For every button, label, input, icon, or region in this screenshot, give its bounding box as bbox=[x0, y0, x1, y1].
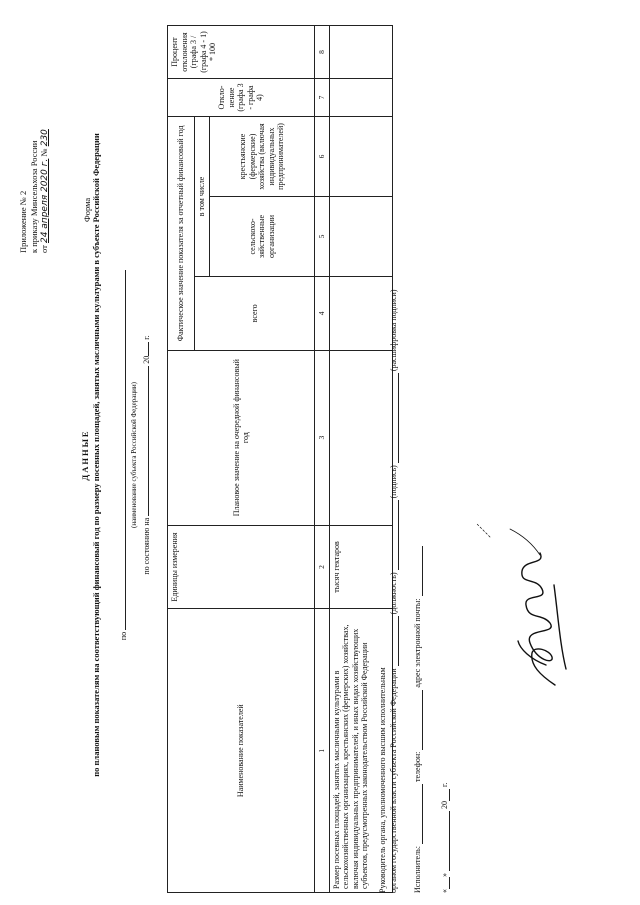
email-label: адрес электронной почты: bbox=[413, 598, 422, 688]
head-line-1: Руководитель органа, уполномоченного высшим исполнительным bbox=[378, 667, 387, 893]
appendix-header bbox=[18, 23, 51, 253]
as-of-date-field[interactable] bbox=[139, 366, 149, 516]
day-field[interactable] bbox=[440, 877, 450, 889]
signature-icon bbox=[470, 515, 600, 705]
order-line: к приказу Минсельхоза России bbox=[28, 140, 39, 253]
header-farm: крестьянские (фермерские) хозяйства (включая индивидуальных предпринимателей) bbox=[210, 117, 315, 197]
footer-year-field[interactable] bbox=[440, 789, 450, 801]
decode-field[interactable] bbox=[389, 373, 399, 463]
date-quote-close: » bbox=[440, 873, 449, 877]
header-deviation: Откло-нение (графа 3 - графа 4) bbox=[168, 79, 315, 117]
head-line-2 bbox=[389, 289, 399, 893]
data-table bbox=[167, 25, 393, 893]
caption-decode: (расшифровка подписи) bbox=[389, 289, 398, 372]
as-of-line bbox=[139, 205, 152, 705]
col-num: 4 bbox=[315, 276, 330, 350]
footer-year-prefix: 20 bbox=[440, 801, 449, 809]
date-prefix: от bbox=[39, 245, 49, 253]
row-unit: тысяч гектаров bbox=[329, 525, 392, 609]
email-field[interactable] bbox=[413, 546, 423, 596]
subject-line bbox=[116, 205, 152, 705]
col-num: 8 bbox=[315, 26, 330, 79]
title-heading: ДАННЫЕ bbox=[80, 429, 90, 481]
col-num: 6 bbox=[315, 117, 330, 197]
phone-label: телефон: bbox=[413, 751, 422, 783]
cell-agro[interactable] bbox=[329, 197, 392, 277]
title-line: по плановым показателям на соответствующий финансовый год по размеру посевных площадей, занятых масличными культурами в субъекте Российской Федерации bbox=[91, 133, 101, 777]
head-line-2-text: органом государственной власти субъекта Российской Федерации bbox=[389, 668, 398, 893]
signature-field[interactable] bbox=[389, 500, 399, 570]
handwritten-number: 230 bbox=[40, 129, 50, 147]
col-num: 3 bbox=[315, 350, 330, 525]
caption-signature: (подпись) bbox=[389, 465, 398, 499]
column-numbers-row bbox=[315, 26, 330, 893]
executor-line bbox=[413, 546, 423, 893]
number-prefix: № bbox=[39, 148, 49, 157]
footer-date-line bbox=[440, 783, 450, 893]
subject-caption: (наименование субъекта Российской Федерации) bbox=[130, 382, 138, 528]
position-field[interactable] bbox=[389, 616, 399, 666]
year-field[interactable] bbox=[139, 342, 149, 356]
document-title bbox=[80, 55, 102, 855]
month-field[interactable] bbox=[440, 811, 450, 871]
cell-deviation[interactable] bbox=[329, 79, 392, 117]
header-incl: в том числе bbox=[195, 117, 210, 277]
cell-farm[interactable] bbox=[329, 117, 392, 197]
header-percent: Процент отклонения (графа 3 / (графа 4 - 1) * 100 bbox=[168, 26, 315, 79]
executor-field[interactable] bbox=[413, 784, 423, 844]
col-num: 2 bbox=[315, 525, 330, 609]
form-label: Форма bbox=[82, 197, 92, 222]
footer-year-suffix: г. bbox=[440, 782, 449, 787]
header-agro: сельскохо-зяйственные организации bbox=[210, 197, 315, 277]
date-quote-open: « bbox=[440, 889, 449, 893]
as-of-label: по состоянию на bbox=[142, 517, 151, 575]
col-num: 7 bbox=[315, 79, 330, 117]
phone-field[interactable] bbox=[413, 690, 423, 750]
order-date-line bbox=[39, 23, 51, 253]
handwritten-date: 24 апреля 2020 г. bbox=[40, 158, 50, 244]
caption-position: (должность) bbox=[389, 572, 398, 615]
appendix-label: Приложение № 2 bbox=[18, 190, 28, 253]
header-plan: Плановое значение на очередной финансовый год bbox=[168, 350, 315, 525]
subject-name-field[interactable] bbox=[116, 270, 126, 630]
year-suffix: г. bbox=[142, 335, 151, 340]
header-unit: Единицы измерения bbox=[168, 525, 315, 609]
executor-label: Исполнитель: bbox=[413, 846, 422, 893]
cell-percent[interactable] bbox=[329, 26, 392, 79]
col-num: 1 bbox=[315, 609, 330, 893]
header-total: всего bbox=[195, 276, 315, 350]
po-label: по bbox=[119, 631, 128, 641]
cell-total[interactable] bbox=[329, 276, 392, 350]
year-prefix: 20 bbox=[142, 355, 151, 364]
header-fact: Фактическое значение показателя за отчетный финансовый год bbox=[168, 117, 195, 351]
cell-plan[interactable] bbox=[329, 350, 392, 525]
col-num: 5 bbox=[315, 197, 330, 277]
row-name: Размер посевных площадей, занятых масличными культурами в сельскохозяйственных организациях, крестьянских (фермерских) хозяйствах, включая индивидуальных предпринимателей, и иных видах хозяйствующих субъектов, предусмотренных законодательством Российской Федерации bbox=[329, 609, 392, 893]
header-name: Наименование показателей bbox=[168, 609, 315, 893]
